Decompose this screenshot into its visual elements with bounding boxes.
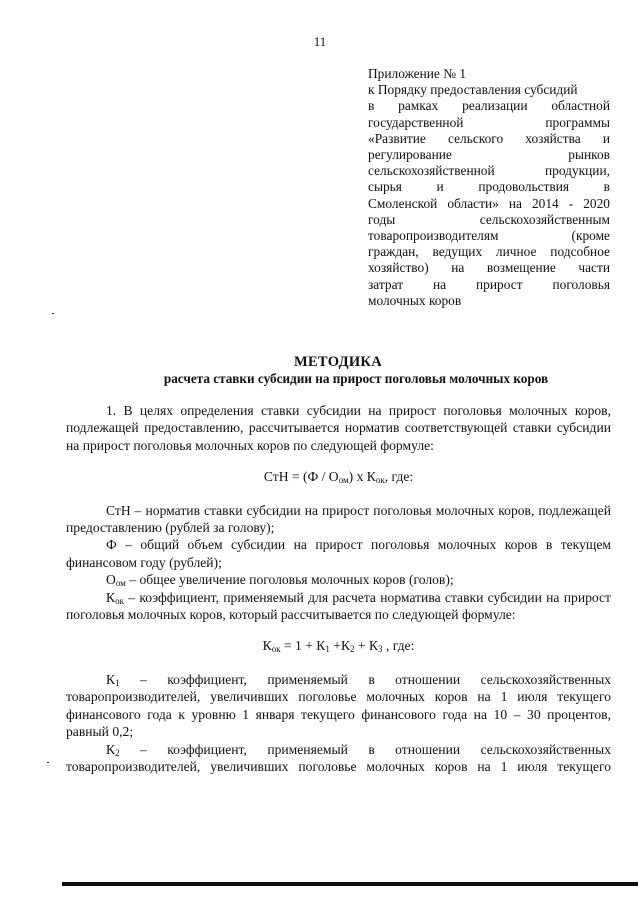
document-body (66, 402, 611, 775)
appendix-line: Смоленской области» на 2014 - 2020 (368, 195, 610, 211)
formula-stn: СтН = $(Ф / О_{ом})$ х $К_{ок}$, где: (263, 469, 414, 486)
appendix-line: в рамках реализации областной (368, 98, 610, 114)
definition-kok: $К_{ок}$ – коэффициент, применяемый для расчета норматива ставки субсидии на прирост поголовья молочных коров, который рассчитывается по следующей формуле: (66, 589, 611, 623)
appendix-line: к Порядку предоставления субсидий (368, 82, 578, 98)
appendix-header (368, 66, 610, 309)
page-number: 11 (313, 34, 327, 49)
document-subtitle: расчета ставки субсидии на прирост поголовья молочных коров (163, 371, 549, 386)
definition-f: Ф – общий объем субсидии на прирост поголовья молочных коров в текущем финансовом году (рублей); (66, 537, 611, 570)
appendix-line: сельскохозяйственной продукции, (368, 163, 610, 179)
definition-k1: $К_1$ – коэффициент, применяемый в отношении сельскохозяйственных товаропроизводителей, увеличивших поголовье молочных коров на 1 июля текущего финансового года к уровню 1 января текущего финансового года на 10 – 30 процентов, равный 0,2; (66, 671, 611, 740)
appendix-line: «Развитие сельского хозяйства и (368, 130, 610, 146)
definition-oom: $О_{ом}$ – общее увеличение поголовья молочных коров (голов); (106, 572, 454, 589)
appendix-line: годы сельскохозяйственным (368, 211, 610, 227)
appendix-line: хозяйство) на возмещение части (368, 260, 610, 276)
appendix-line: затрат на прирост поголовья (368, 276, 610, 292)
appendix-line: товаропроизводителям (кроме (368, 228, 610, 244)
appendix-line: сырья и продовольствия в (368, 179, 610, 195)
document-title: МЕТОДИКА (293, 354, 383, 370)
scan-speck (47, 762, 49, 763)
definition-stn: СтН – норматив ставки субсидии на прирост поголовья молочных коров, подлежащей предоставлению (рублей за голову); (66, 502, 611, 536)
appendix-line: государственной программы (368, 114, 610, 130)
appendix-line: граждан, ведущих личное подсобное (368, 244, 610, 260)
appendix-line: Приложение № 1 (368, 66, 467, 81)
paragraph-1: 1. В целях определения ставки субсидии на прирост поголовья молочных коров, подлежащей предоставлению, рассчитывается норматив соответствующей ставки субсидии на прирост поголовья молочных коров по следующей формуле: (66, 403, 611, 453)
scan-edge-line (62, 882, 638, 886)
appendix-line: регулирование рынков (368, 147, 610, 163)
definition-k2: $К_2$ – коэффициент, применяемый в отношении сельскохозяйственных товаропроизводителей, увеличивших поголовье молочных коров на 1 июля текущего (66, 741, 611, 774)
formula-kok: $К_{ок} = 1 + К_1 +К_2 + К_3$ , где: (262, 638, 415, 655)
appendix-line: молочных коров (368, 292, 462, 308)
scan-speck (52, 313, 54, 314)
